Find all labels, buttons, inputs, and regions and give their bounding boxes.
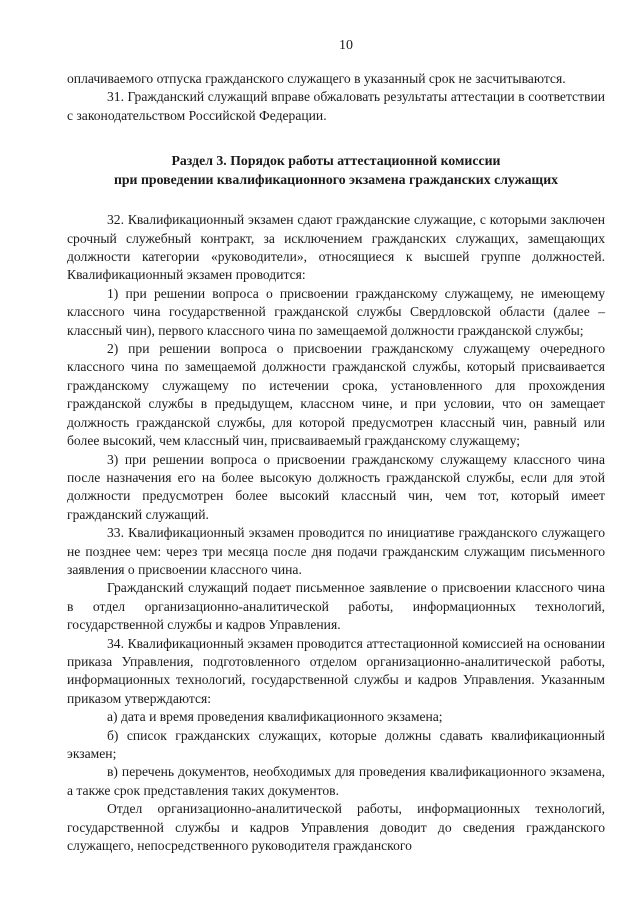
- paragraph-32: 32. Квалификационный экзамен сдают гражданские служащие, с которыми заключен срочный служебный контракт, за исключением гражданских служащих, замещающих должности категории «руководители», относящиеся к высшей группе должностей. Квалификационный экзамен проводится:: [67, 212, 605, 283]
- paragraph-34-item-c: в) перечень документов, необходимых для проведения квалификационного экзамена, а также срок представления таких документов.: [67, 764, 605, 798]
- paragraph-32-item-2: 2) при решении вопроса о присвоении гражданскому служащему очередного классного чина по замещаемой должности гражданской службы, который присваивается гражданскому служащему по истечении срока, установленного для прохождения гражданской службы в предыдущем, классном чине, и при условии, что он замещает должность гражданской службы, для которой предусмотрен классный чин, равный или более высокий, чем классный чин, присваиваемый гражданскому служащему;: [67, 341, 605, 449]
- paragraph-department-notice: Отдел организационно-аналитической работы, информационных технологий, государственной службы и кадров Управления доводит до сведения гражданского служащего, непосредственного руководителя гражданского: [67, 801, 605, 854]
- section-heading-line-2: при проведении квалификационного экзамена гражданских служащих: [113, 172, 559, 188]
- page-number: 10: [339, 38, 353, 53]
- paragraph-continuation: оплачиваемого отпуска гражданского служащего в указанный срок не засчитываются.: [67, 71, 566, 86]
- section-heading-line-1: Раздел 3. Порядок работы аттестационной комиссии: [171, 153, 501, 169]
- paragraph-33-application: Гражданский служащий подает письменное заявление о присвоении классного чина в отдел организационно-аналитической работы, информационных технологий, государственной службы и кадров Управления.: [67, 580, 605, 633]
- paragraph-32-item-3: 3) при решении вопроса о присвоении гражданскому служащему классного чина после назначения его на более высокую должность гражданской службы, если для этой должности предусмотрен более высокий классный чин, чем тот, который имеет гражданский служащий.: [67, 451, 605, 522]
- paragraph-34-item-b: б) список гражданских служащих, которые должны сдавать квалификационный экзамен;: [67, 727, 605, 761]
- paragraph-33: 33. Квалификационный экзамен проводится по инициативе гражданского служащего не позднее чем: через три месяца после дня подачи гражданским служащим письменного заявления о присвоении классного чина.: [67, 525, 605, 577]
- paragraph-32-item-1: 1) при решении вопроса о присвоении гражданскому служащему, не имеющему классного чина государственной гражданской службы Свердловской области (далее – классный чин), первого классного чина по замещаемой должности гражданской службы;: [67, 285, 605, 338]
- paragraph-34: 34. Квалификационный экзамен проводится аттестационной комиссией на основании приказа Управления, подготовленного отделом организационно-аналитической работы, информационных технологий, государственной службы и кадров Управления. Указанным приказом утверждаются:: [67, 635, 605, 706]
- section-heading: [67, 151, 605, 189]
- paragraph-34-item-a: а) дата и время проведения квалификационного экзамена;: [107, 709, 443, 725]
- paragraph-31: 31. Гражданский служащий вправе обжаловать результаты аттестации в соответствии с законодательством Российской Федерации.: [67, 89, 605, 123]
